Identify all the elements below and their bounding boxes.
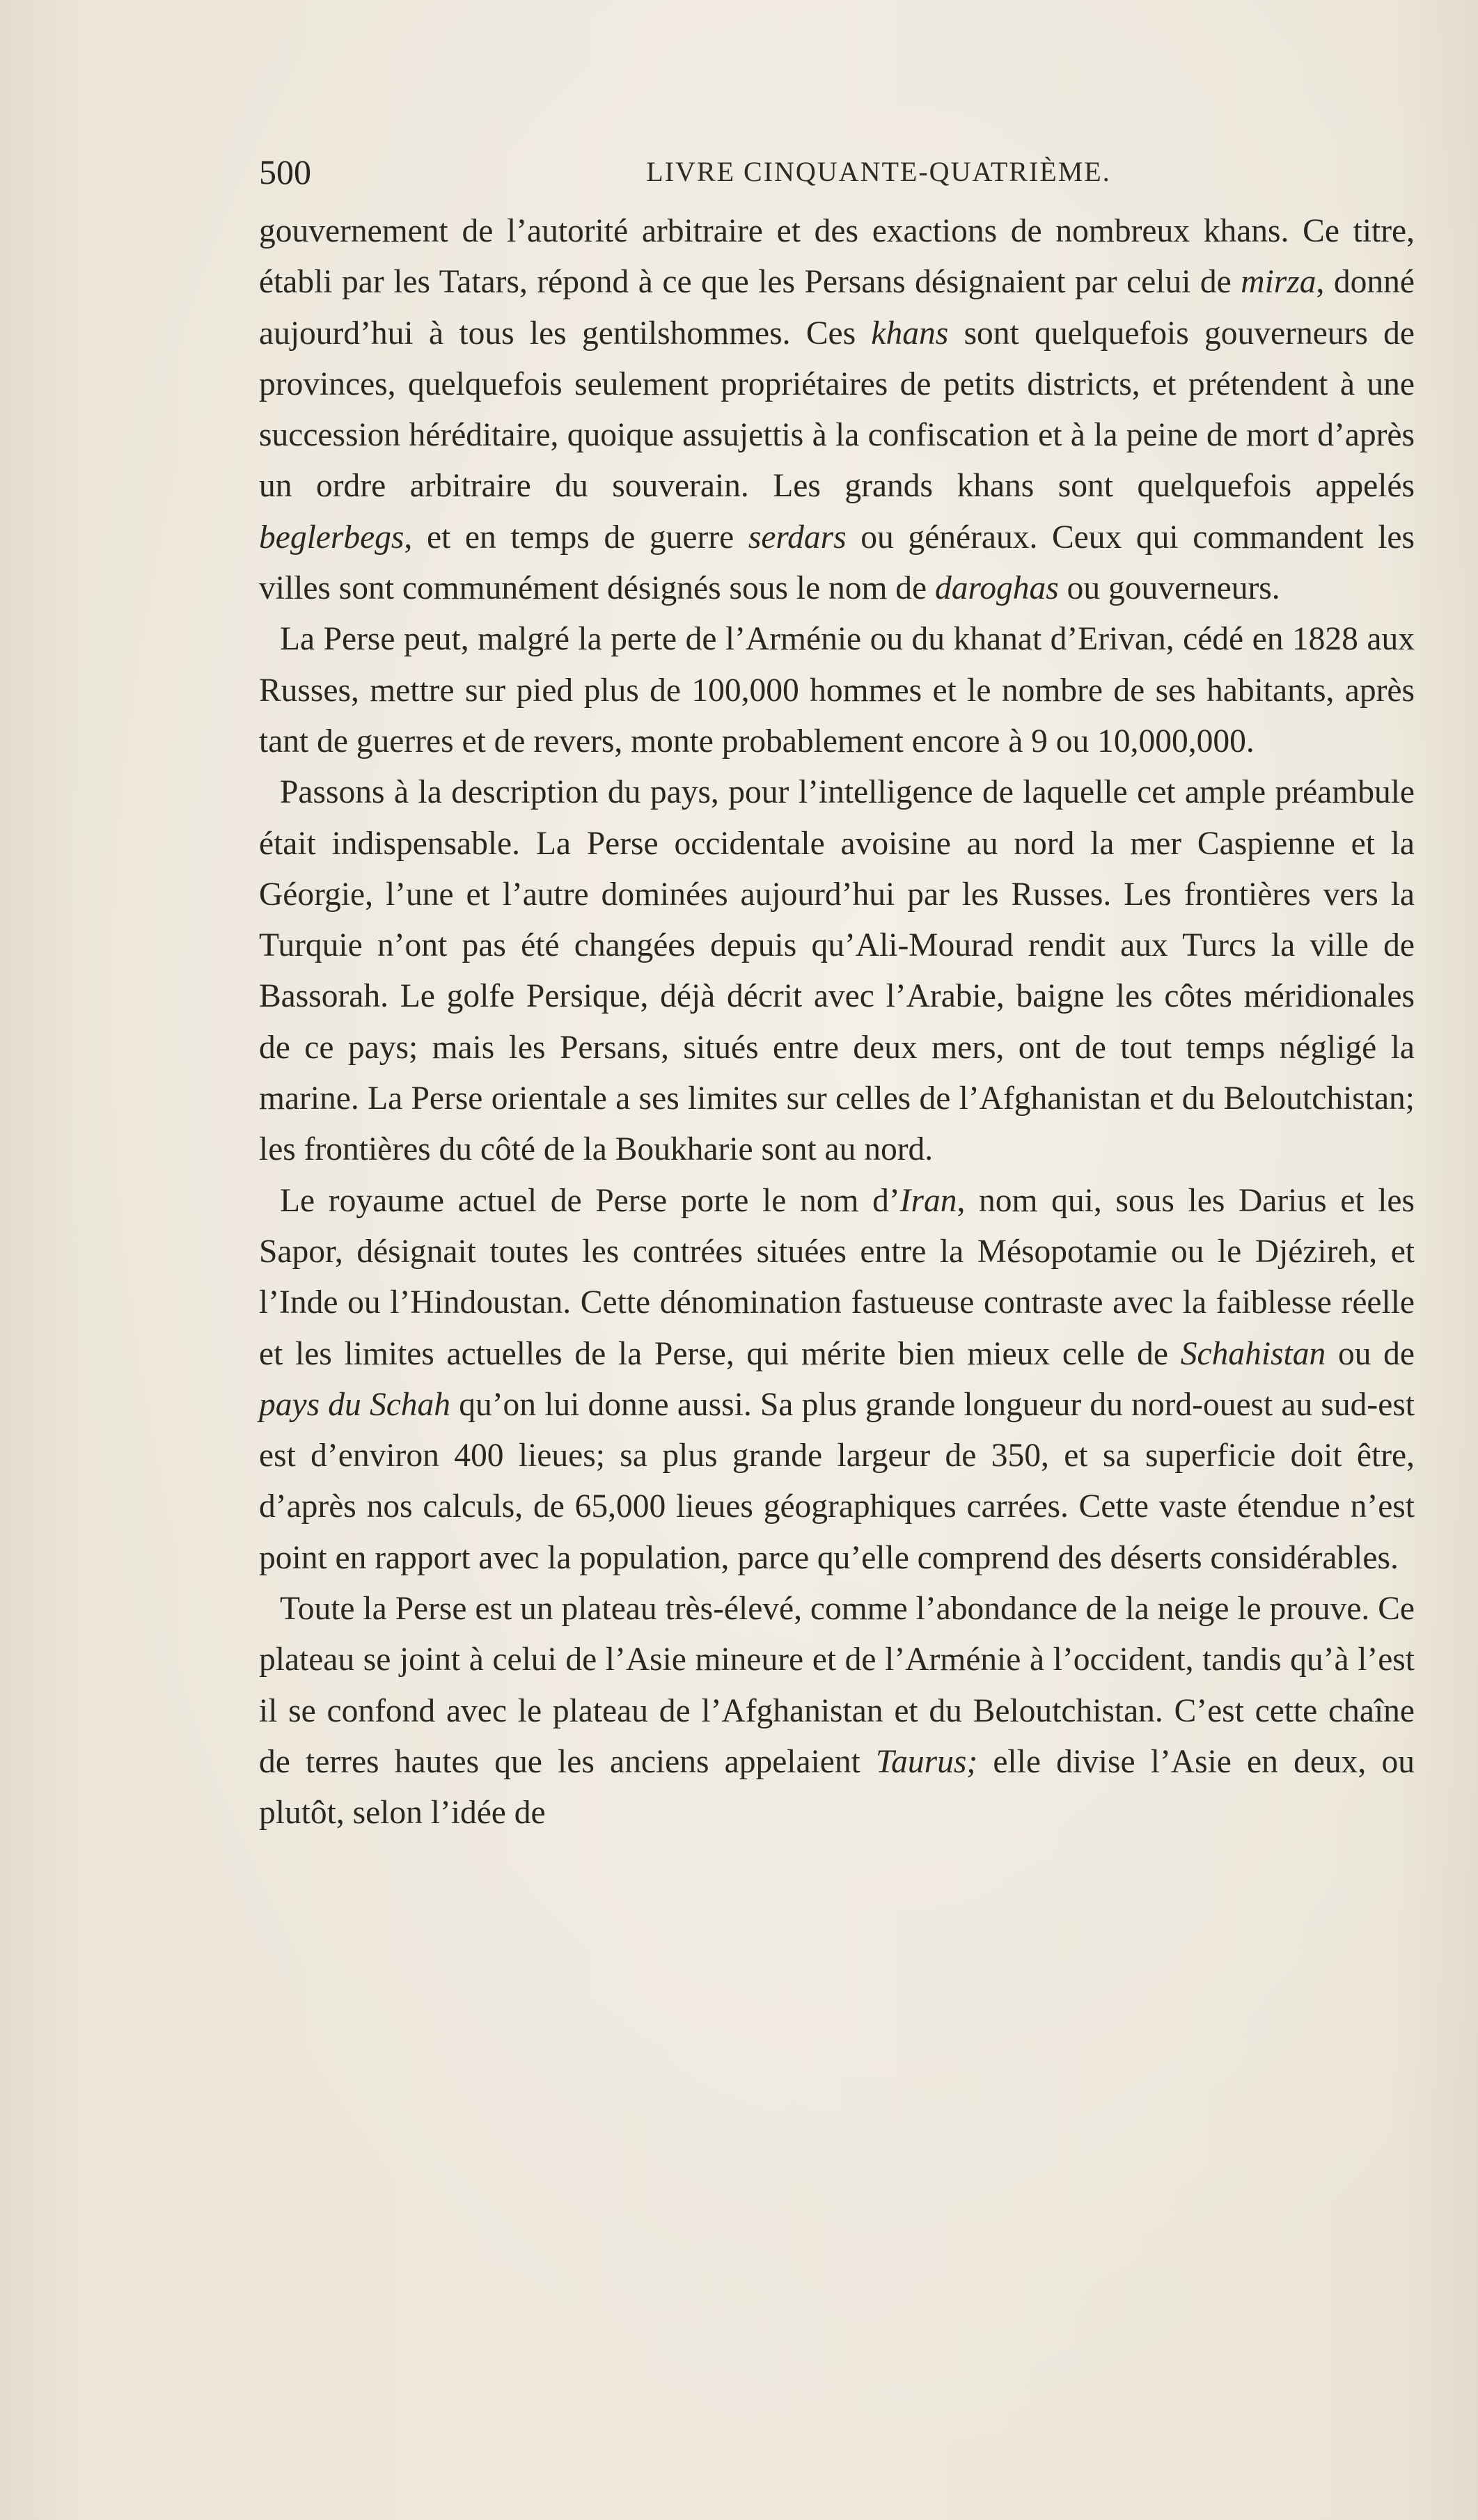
italic-term: beglerbegs	[259, 519, 404, 556]
text-run: Toute la Perse est un plateau très-élevé, comme l’abondance de la neige le prouve. Ce plateau se joint à celui de l’Asie mineure et de l’Arménie à l’occident, tandis qu’à l’est il se confond avec le plateau de l’Afghanistan et du Beloutchistan. C’est cette chaîne de terres hautes que les anciens appelaient	[259, 1591, 1415, 1780]
body-text	[259, 206, 1415, 1839]
italic-term: serdars	[748, 519, 847, 556]
text-run: , nom qui, sous les Darius et les Sapor, désignait toutes les contrées situées entre la Mésopotamie ou le Djézireh, et l’Inde ou l’Hindoustan. Cette dénomination fastueuse contraste avec la faiblesse réelle et les limites actuelles de la Perse, qui mérite bien mieux celle de	[259, 1182, 1415, 1372]
text-run: ou gouverneurs.	[1058, 570, 1280, 607]
italic-term: pays du Schah	[259, 1386, 451, 1423]
italic-term: Taurus;	[876, 1743, 978, 1780]
italic-term: daroghas	[935, 570, 1059, 607]
text-run: , donné aujourd’hui à tous les gentilshommes. Ces	[259, 264, 1415, 352]
page-number: 500	[259, 152, 311, 191]
paragraph	[259, 206, 1415, 614]
paragraph	[259, 614, 1415, 767]
paragraph	[259, 1584, 1415, 1838]
text-run: qu’on lui donne aussi. Sa plus grande longueur du nord-ouest au sud-est est d’environ 400 lieues; sa plus grande largeur de 350, et sa superficie doit être, d’après nos calculs, de 65,000 lieues géographiques carrées. Cette vaste étendue n’est point en rapport avec la population, parce qu’elle comprend des déserts considérables.	[259, 1386, 1415, 1576]
running-head: LIVRE CINQUANTE-QUATRIÈME.	[646, 156, 1111, 187]
italic-term: Schahistan	[1180, 1335, 1326, 1372]
italic-term: khans	[871, 315, 949, 352]
text-run: elle divise l’Asie en deux, ou plutôt, selon l’idée de	[259, 1743, 1415, 1832]
text-run: sont quelquefois gouverneurs de provinces, quelquefois seulement propriétaires de petits districts, et prétendent à une succession héréditaire, quoique assujettis à la confiscation et à la peine de mort d’après un ordre arbitraire du souverain. Les grands khans sont quelquefois appelés	[259, 315, 1415, 505]
text-run: ou de	[1326, 1335, 1415, 1372]
italic-term: mirza	[1241, 264, 1316, 301]
page-header	[259, 148, 1415, 196]
text-run: La Perse peut, malgré la perte de l’Arménie ou du khanat d’Erivan, cédé en 1828 aux Russes, mettre sur pied plus de 100,000 hommes et le nombre de ses habitants, après tant de guerres et de revers, monte probablement encore à 9 ou 10,000,000.	[259, 621, 1415, 759]
text-run: ou généraux. Ceux qui commandent les villes sont communément désignés sous le nom de	[259, 519, 1415, 607]
paragraph	[259, 767, 1415, 1175]
text-run: Passons à la description du pays, pour l’intelligence de laquelle cet ample préambule était indispensable. La Perse occidentale avoisine au nord la mer Caspienne et la Géorgie, l’une et l’autre dominées aujourd’hui par les Russes. Les frontières vers la Turquie n’ont pas été changées depuis qu’Ali-Mourad rendit aux Turcs la ville de Bassorah. Le golfe Persique, déjà décrit avec l’Arabie, baigne les côtes méridionales de ce pays; mais les Persans, situés entre deux mers, ont de tout temps négligé la marine. La Perse orientale a ses limites sur celles de l’Afghanistan et du Beloutchistan; les frontières du côté de la Boukharie sont au nord.	[259, 774, 1415, 1168]
text-run: , et en temps de guerre	[404, 519, 748, 556]
text-run: Le royaume actuel de Perse porte le nom d’	[280, 1182, 900, 1219]
paragraph	[259, 1176, 1415, 1584]
italic-term: Iran	[899, 1182, 957, 1219]
text-run: gouvernement de l’autorité arbitraire et des exactions de nombreux khans. Ce titre, établi par les Tatars, répond à ce que les Persans désignaient par celui de	[259, 213, 1415, 301]
